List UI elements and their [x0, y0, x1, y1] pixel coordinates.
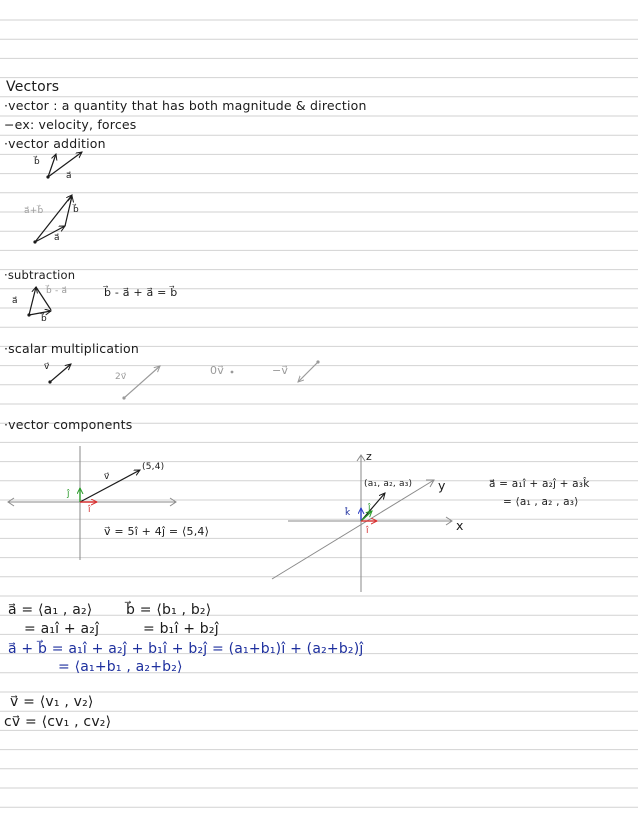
label-a: a⃗	[54, 233, 60, 243]
label-i-hat: î	[88, 505, 91, 515]
zero-vector-dot	[231, 371, 234, 374]
page-title: Vectors	[6, 79, 60, 95]
label-k-hat: k̂	[345, 508, 351, 518]
label-y-axis: y	[438, 478, 446, 493]
vector-definition: ·vector : a quantity that has both magnitude & direction	[4, 98, 367, 113]
label-b: b⃗	[41, 314, 47, 324]
label-b: b⃗	[73, 205, 79, 215]
vector-v-arrow	[80, 470, 140, 502]
label-a: a⃗	[66, 171, 72, 181]
tail-dot	[316, 360, 319, 363]
vector-a-definition: a⃗ = ⟨a₁ , a₂⟩	[8, 602, 93, 618]
vector-v-arrow	[50, 364, 71, 382]
components-2d-equation: v⃗ = 5î + 4ĵ = ⟨5,4⟩	[104, 525, 210, 538]
label-j-hat: ĵ	[67, 489, 70, 499]
heading-scalar-multiplication: ·scalar multiplication	[4, 341, 139, 356]
components-3d-figure	[272, 455, 452, 592]
vector-2v-arrow	[124, 366, 160, 398]
vector-b-arrow	[65, 196, 72, 226]
vector-b-definition: b⃗ = ⟨b₁ , b₂⟩	[126, 602, 212, 618]
label-0v: 0v⃗	[210, 364, 224, 377]
label-point-5-4: (5,4)	[142, 462, 165, 472]
label-a: a⃗	[12, 296, 18, 306]
tail-dot	[48, 380, 51, 383]
heading-vector-components: ·vector components	[4, 417, 133, 432]
addition-figure-1	[46, 152, 82, 179]
components-3d-equation-1: a⃗ = a₁î + a₂ĵ + a₃k̂	[489, 478, 590, 490]
vector-sum-line-2: = ⟨a₁+b₁ , a₂+b₂⟩	[58, 659, 183, 675]
tail-dot	[122, 396, 125, 399]
label-v: v⃗	[44, 362, 50, 372]
scalar-multiple-definition: cv⃗ = ⟨cv₁ , cv₂⟩	[4, 714, 112, 730]
label-b: b⃗	[34, 157, 40, 167]
vector-b-arrow	[29, 311, 51, 315]
components-3d-equation-2: = ⟨a₁ , a₂ , a₃⟩	[503, 496, 579, 508]
vector-sum-line-1: a⃗ + b⃗ = a₁î + a₂ĵ + b₁î + b₂ĵ = (a₁+b₁)î + (a₂+b₂)ĵ	[8, 641, 364, 657]
label-z-axis: z	[366, 450, 372, 463]
label-neg-v: −v⃗	[272, 364, 289, 377]
y-axis	[272, 480, 434, 579]
vector-examples: −ex: velocity, forces	[4, 117, 137, 132]
vector-a-arrow	[48, 152, 82, 177]
label-j-hat: ĵ	[368, 503, 371, 513]
vector-a-arrow	[29, 287, 36, 315]
label-a-plus-b: a⃗+b⃗	[24, 206, 44, 216]
tail-dot	[33, 240, 36, 243]
label-point-a1-a2-a3: (a₁, a₂, a₃)	[364, 479, 413, 489]
subtraction-equation: b⃗ - a⃗ + a⃗ = b⃗	[104, 286, 178, 299]
vector-neg-v-arrow	[298, 362, 318, 382]
label-i-hat: î	[366, 526, 369, 536]
tail-dot	[27, 313, 30, 316]
heading-vector-addition: ·vector addition	[4, 136, 106, 151]
addition-figure-2	[33, 195, 72, 244]
label-v: v⃗	[104, 472, 110, 482]
vector-b-unit-form: = b₁î + b₂ĵ	[143, 621, 219, 637]
tail-dot	[46, 175, 49, 178]
vector-a-unit-form: = a₁î + a₂ĵ	[24, 621, 100, 637]
heading-subtraction: ·subtraction	[4, 268, 76, 282]
label-b-minus-a: b⃗ - a⃗	[46, 286, 68, 296]
vector-v-definition: v⃗ = ⟨v₁ , v₂⟩	[10, 694, 94, 710]
label-2v: 2v⃗	[115, 372, 127, 382]
label-x-axis: x	[456, 518, 464, 533]
vector-a-arrow	[35, 226, 65, 242]
